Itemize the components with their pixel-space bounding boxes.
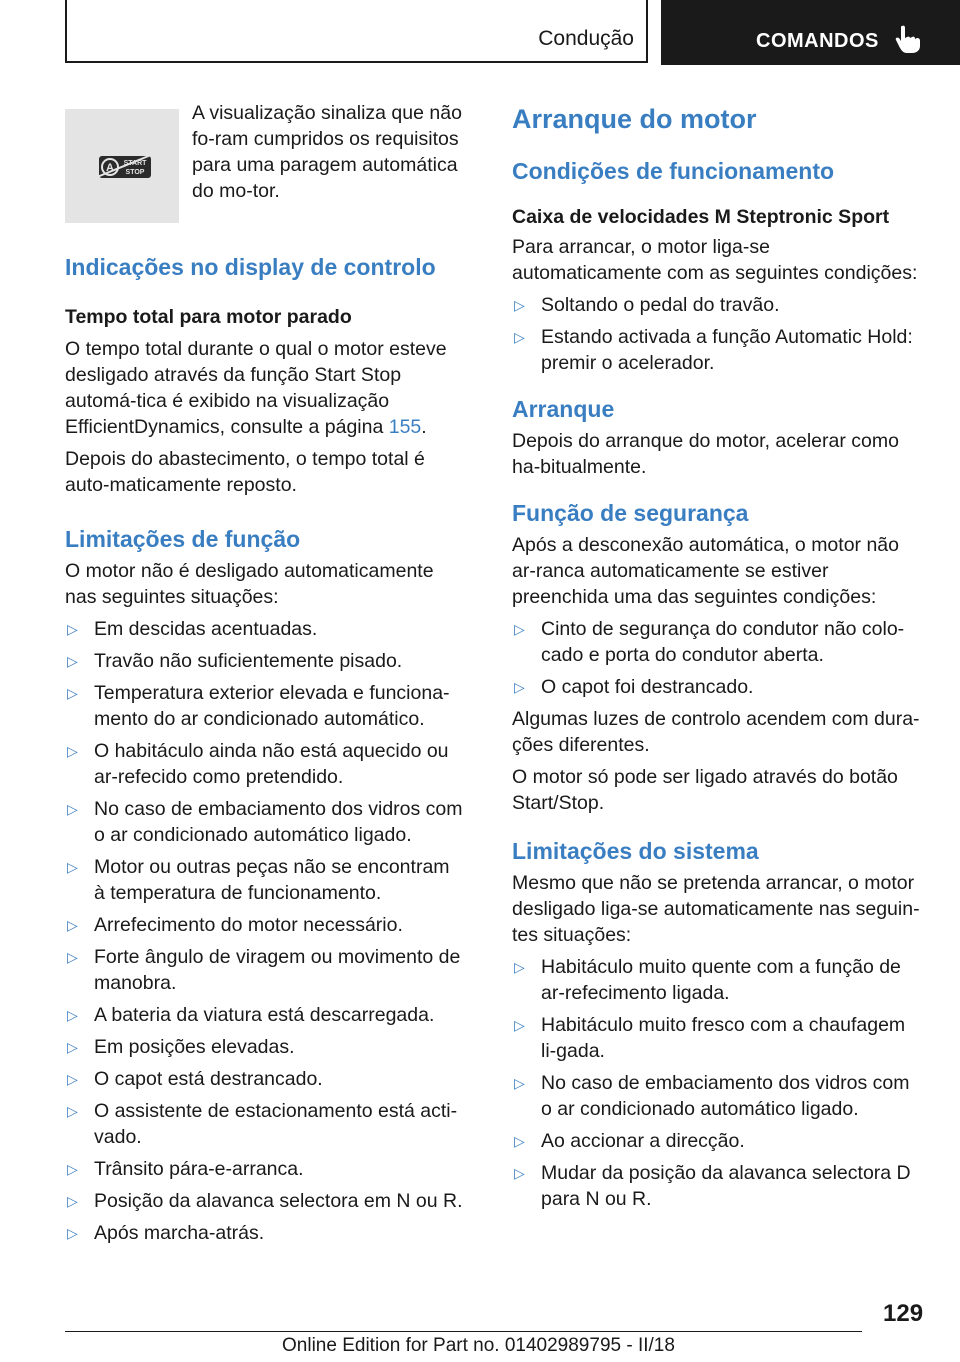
list-item: ▷ Em descidas acentuadas. (65, 616, 463, 642)
paragraph-limits: O motor não é desligado automaticamente nas seguintes situações: (65, 560, 434, 608)
list-item: ▷ Posição da alavanca selectora em N ou R. (65, 1188, 463, 1214)
list-item: ▷ O habitáculo ainda não está aquecido ou ar-refecido como pretendido. (65, 738, 463, 790)
list-item: ▷ Temperatura exterior elevada e funciona-mento do ar condicionado automático. (65, 680, 463, 732)
auto-start-stop-off-icon (65, 109, 179, 223)
heading-system-limits: Limitações do sistema (512, 838, 759, 864)
start-label: START (123, 160, 147, 167)
list-item: ▷ O capot está destrancado. (65, 1066, 463, 1092)
right-column (512, 102, 924, 1212)
page-number: 129 (883, 1300, 924, 1327)
list-item: ▷ Em posições elevadas. (65, 1034, 463, 1060)
left-column (65, 252, 463, 1246)
paragraph-button: O motor só pode ser ligado através do botão Start/Stop. (512, 766, 898, 814)
paragraph-refuel: Depois do abastecimento, o tempo total é auto-maticamente reposto. (65, 448, 425, 496)
heading-safety: Função de segurança (512, 500, 749, 526)
list-item: ▷ Arrefecimento do motor necessário. (65, 912, 463, 938)
system-list (512, 954, 924, 1212)
list-item: ▷ Estando activada a função Automatic Hold: premir o acelerador. (512, 324, 924, 376)
paragraph-total-time: O tempo total durante o qual o motor esteve desligado através da função Start Stop automá-tica é exibido na visualização EfficientDynamics, consulte a página 155. (65, 338, 447, 438)
heading-display: Indicações no display de controlo (65, 254, 436, 280)
list-item: ▷ No caso de embaciamento dos vidros com o ar condicionado automático ligado. (512, 1070, 924, 1122)
paragraph-lights: Algumas luzes de controlo acendem com dura-ções diferentes. (512, 708, 920, 756)
safety-list (512, 616, 924, 700)
page-header (0, 0, 960, 66)
heading-engine-start: Arranque do motor (512, 104, 757, 134)
hand-pointer-icon (894, 24, 922, 54)
list-item: ▷ Forte ângulo de viragem ou movimento de manobra. (65, 944, 463, 996)
chapter-tab[interactable] (661, 0, 960, 65)
limits-list (65, 616, 463, 1246)
list-item: ▷ Ao accionar a direcção. (512, 1128, 924, 1154)
intro-text: A visualização sinaliza que não fo-ram cumpridos os requisitos para uma paragem automática do mo-tor. (192, 102, 462, 202)
list-item: ▷ Trânsito pára-e-arranca. (65, 1156, 463, 1182)
heading-gearbox: Caixa de velocidades M Steptronic Sport (512, 206, 890, 228)
heading-total-time: Tempo total para motor parado (65, 306, 352, 328)
heading-arranque: Arranque (512, 396, 615, 422)
paragraph-safety: Após a desconexão automática, o motor não ar-ranca automaticamente se estiver preenchida uma das seguintes condições: (512, 534, 899, 608)
paragraph-arranque: Depois do arranque do motor, acelerar como ha-bitualmente. (512, 430, 899, 478)
list-item: ▷ Motor ou outras peças não se encontram à temperatura de funcionamento. (65, 854, 463, 906)
paragraph-gearbox: Para arrancar, o motor liga-se automaticamente com as seguintes condições: (512, 236, 918, 284)
list-item: ▷ Cinto de segurança do condutor não colo-cado e porta do condutor aberta. (512, 616, 924, 668)
list-item: ▷ A bateria da viatura está descarregada. (65, 1002, 463, 1028)
list-item: ▷ No caso de embaciamento dos vidros com o ar condicionado automático ligado. (65, 796, 463, 848)
list-item: ▷ Habitáculo muito quente com a função de ar-refecimento ligada. (512, 954, 924, 1006)
list-item: ▷ Após marcha-atrás. (65, 1220, 463, 1246)
footer-divider (65, 1331, 862, 1332)
section-title: Condução (538, 27, 634, 50)
paragraph-system-limits: Mesmo que não se pretenda arrancar, o motor desligado liga-se automaticamente nas seguin-tes situações: (512, 872, 920, 946)
stop-label: STOP (125, 169, 145, 176)
page-link[interactable]: 155 (388, 416, 422, 438)
gear-list (512, 292, 924, 376)
chapter-title: COMANDOS (756, 30, 879, 52)
footer-edition: Online Edition for Part no. 01402989795 - II/18 (282, 1335, 675, 1356)
heading-limits: Limitações de função (65, 526, 301, 552)
section-tab[interactable] (65, 0, 648, 63)
list-item: ▷ O assistente de estacionamento está acti-vado. (65, 1098, 463, 1150)
list-item: ▷ O capot foi destrancado. (512, 674, 924, 700)
list-item: ▷ Habitáculo muito fresco com a chaufagem li-gada. (512, 1012, 924, 1064)
svg-text:A: A (106, 162, 114, 174)
heading-conditions: Condições de funcionamento (512, 158, 835, 184)
list-item: ▷ Mudar da posição da alavanca selectora D para N ou R. (512, 1160, 924, 1212)
auto-start-stop-image (65, 109, 179, 223)
list-item: ▷ Soltando o pedal do travão. (512, 292, 924, 318)
list-item: ▷ Travão não suficientemente pisado. (65, 648, 463, 674)
